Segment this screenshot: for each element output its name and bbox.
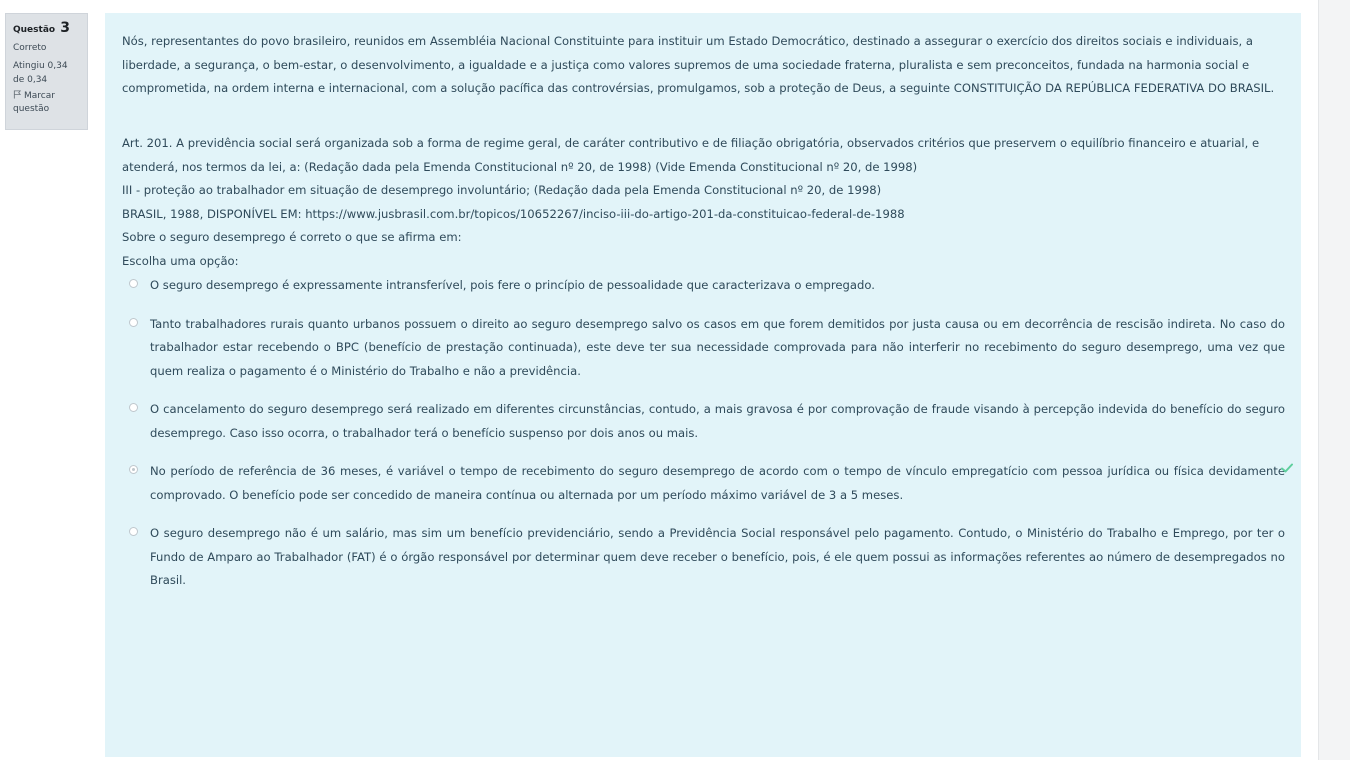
answer-radio-selected[interactable] (129, 465, 138, 474)
answer-radio[interactable] (129, 318, 138, 327)
answer-option-c[interactable] (122, 398, 1285, 445)
question-preamble: Nós, representantes do povo brasileiro, reunidos em Assembléia Nacional Constituinte para instituir um Estado Democrático, destinado a assegurar o exercício dos direitos sociais e individuais, a liberdade, a segurança, o bem-estar, o desenvolvimento, a igualdade e a justiça como valores supremos de uma sociedade fraterna, pluralista e sem preconceitos, fundada na harmonia social e comprometida, na ordem interna e internacional, com a solução pacífica das controvérsias, promulgamos, sob a proteção de Deus, a seguinte CONSTITUIÇÃO DA REPÚBLICA FEDERATIVA DO BRASIL. (122, 34, 1275, 95)
question-clause: III - proteção ao trabalhador em situação de desemprego involuntário; (Redação dada pela Emenda Constitucional nº 20, de 1998) (122, 183, 882, 197)
answer-option-text: Tanto trabalhadores rurais quanto urbanos possuem o direito ao seguro desemprego salvo os casos em que forem demitidos por justa causa ou em decorrência de rescisão indireta. No caso do trabalhador estar recebendo o BPC (benefício de prestação continuada), este deve ter sua necessidade comprovada para não interferir no recebimento do seguro desemprego, uma vez que quem realiza o pagamento é o Ministério do Trabalho e não a previdência. (150, 316, 1285, 378)
question-state: Correto (13, 43, 47, 53)
answer-option-b[interactable] (122, 313, 1285, 384)
choose-label: Escolha uma opção: (122, 253, 239, 268)
question-prompt: Sobre o seguro desemprego é correto o que se afirma em: (122, 230, 462, 244)
question-number: Questão 3 (13, 20, 70, 36)
answer-option-text: No período de referência de 36 meses, é variável o tempo de recebimento do seguro desemprego de acordo com o tempo de vínculo empregatício com pessoa jurídica ou física devidamente comprovado. O benefício pode ser concedido de maneira contínua ou alternada por um período máximo variável de 3 a 5 meses. (150, 464, 1285, 502)
question-info (5, 13, 88, 130)
question-article: Art. 201. A previdência social será organizada sob a forma de regime geral, de caráter contributivo e de filiação obrigatória, observados critérios que preservem o equilíbrio financeiro e atuarial, e atenderá, nos termos da lei, a: (Redação dada pela Emenda Constitucional nº 20, de 1998) (Vide Emenda Constitucional nº 20, de 1998) (122, 136, 1260, 174)
answer-radio[interactable] (129, 279, 138, 288)
question-grade: Atingiu 0,34 de 0,34 (13, 61, 68, 85)
answer-option-text: O cancelamento do seguro desemprego será realizado em diferentes circunstâncias, contudo, a mais gravosa é por comprovação de fraude visando à percepção indevida do benefício do seguro desemprego. Caso isso ocorra, o trabalhador terá o benefício suspenso por dois anos ou mais. (150, 402, 1285, 440)
answer-option-text: O seguro desemprego é expressamente intransferível, pois fere o princípio de pessoalidade que caracterizava o empregado. (150, 278, 875, 292)
flag-icon (13, 90, 22, 99)
answer-radio[interactable] (129, 403, 138, 412)
answer-option-text: O seguro desemprego não é um salário, mas sim um benefício previdenciário, sendo a Previdência Social responsável pelo pagamento. Contudo, o Ministério do Trabalho e Emprego, por ter o Fundo de Amparo ao Trabalhador (FAT) é o órgão responsável por determinar quem deve receber o benefício, pois, é ele quem possui as informações referentes ao número de desempregados no Brasil. (150, 526, 1285, 587)
check-icon (1281, 463, 1293, 473)
answer-option-a[interactable] (122, 274, 1285, 298)
answer-option-e[interactable] (122, 522, 1285, 593)
answer-options (122, 274, 1285, 593)
flag-question-link[interactable] (13, 90, 80, 116)
question-content (105, 13, 1301, 757)
flag-label: Marcar questão (13, 91, 55, 114)
scrollbar[interactable] (1318, 0, 1350, 760)
answer-option-d[interactable] (122, 460, 1285, 507)
answer-radio[interactable] (129, 527, 138, 536)
question-source: BRASIL, 1988, DISPONÍVEL EM: https://www.jusbrasil.com.br/topicos/10652267/inciso-iii-do-artigo-201-da-constituicao-federal-de-1988 (122, 206, 905, 221)
